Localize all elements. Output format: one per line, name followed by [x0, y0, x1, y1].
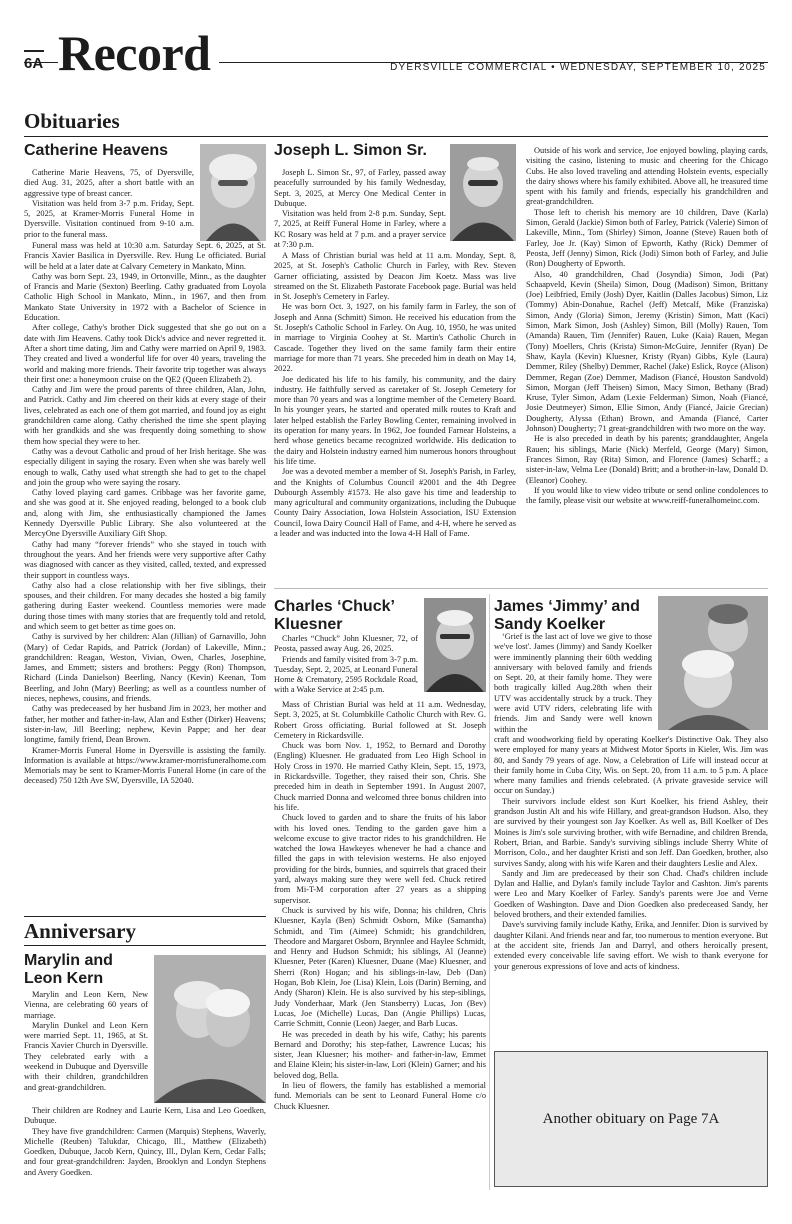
obit-koelker-text — [494, 735, 768, 972]
paragraph: Chuck is survived by his wife, Donna; his children, Chris Kluesner, Kayla (Ben) Schmidt Osborn, Mike (Samantha) Schmidt, and Tim (Aimee) Schmidt; his grandchildren, Theodore and Margaret Osborn, Brynnlee and Haylee Schmidt, and Henry and Hudson Schmidt; his siblings, Al (Jeanne) Kluesner, Peter (Karen) Kluesner, Duane (Mae) Kluesner, and Sherri (Ron) Hogan; and his siblings-in-law, Deb (Dan) Hogan, Bob Klein, Joe (Lisa) Klein, Lois (Darin) Berning, and Andy (Sharon) Klein. He is also survived by his step-siblings, Judy Vonderhaar, Mark (Jen Stansberry) Lucas, Jon (Bev) Lucas, Joe (Michelle) Lucas, Dan (Angie Phillips) Lucas, Carrie Schmitt, Connie (Leon) Jaeger, and Barb Lucas. — [274, 905, 486, 1029]
obit-koelker-text-top — [494, 632, 652, 735]
paragraph: Dave's surviving family include Kathy, Erika, and Jennifer. Dion is survived by daughter Kilani. And friends near and far, too numerous to mention everyone. But at the accident site, friends Jan and Darryl, and others heroically present, extended every conceivable life saving effort. We wish to thank everyone for your generous expressions of love and acts of kindness. — [494, 920, 768, 971]
paragraph: If you would like to view video tribute or send online condolences to the family, please visit our website at www.reiff-funeralhomeinc.com. — [526, 485, 768, 506]
paragraph: He is also preceded in death by his parents; granddaughter, Angela Rauen; his siblings, Marie (Nick) Merfeld, George (Mary) Simon, Frances Simon, Ray (Rita) Simon, and Florence (James) Scharff.; a sister-in-law, Velma Lee (Donald) Britt; and a brother-in-law, Donald D. (Eleanor) Coohey. — [526, 434, 768, 485]
obit-kluesner-name — [274, 598, 395, 634]
anniv-kern-text — [24, 1106, 266, 1178]
obit-koelker-photo — [658, 596, 768, 730]
paragraph: Cathy was a devout Catholic and proud of her Irish heritage. She was especially diligent in saying the rosary. Even when she was barely well enough to walk, Cathy used what strength she had to get to the chapel and join the group who were saying the rosary. — [24, 446, 266, 487]
obit-kluesner-text-top — [274, 634, 418, 696]
paragraph: Cathy loved playing card games. Cribbage was her favorite game, and she was good at it. She enjoyed reading, belonged to a book club and, along with Jim, she enthusiastically championed the James Kennedy Dyersville Public Library. She also volunteered at the MercyOne Dyersville Auxiliary Gift Shop. — [24, 488, 266, 539]
obit-simon-photo — [450, 144, 516, 241]
paragraph: Mass of Christian Burial was held at 11 a.m. Wednesday, Sept. 3, 2025, at St. Columbkille Catholic Church with Rev. G. Robert Gross officiating. Burial followed at St. Joseph Cemetery in Rickardsville. — [274, 700, 486, 740]
paragraph: They have five grandchildren: Carmen (Marquis) Stephens, Waverly, Michelle (Reuben) Talukdar, Chicago, Ill., Matthew (Elizabeth) Goedken, Dubuque, Jacob Kern, Quincy, Ill., Dylan Kern, Cedar Falls; and four great-grandchildren: Jayden, Brooklyn and Londyn Stephens and Avery Goedken. — [24, 1126, 266, 1177]
paragraph: Cathy and Jim were the proud parents of three children, Alan, John, and Patrick. Cathy and Jim cheered on their kids at every stage of their lives, celebrated as each one of them got married, and found joy as eight grandchildren came along. Cathy cherished the time she spent playing with her grandkids and she was frequently doing something to show them how special they were to her. — [24, 385, 266, 446]
paragraph: Marylin and Leon Kern, New Vienna, are celebrating 60 years of marriage. — [24, 990, 148, 1020]
page-number: 6A — [24, 55, 44, 72]
dateline: DYERSVILLE COMMERCIAL • WEDNESDAY, SEPTEMBER 10, 2025 — [390, 62, 766, 73]
paragraph: Visitation was held from 2-8 p.m. Sunday, Sept. 7, 2025, at Reiff Funeral Home in Farley, where a KC Rosary was held at 7 p.m. and a prayer service at 7:30 p.m. — [274, 209, 446, 250]
paragraph: Chuck was born Nov. 1, 1952, to Bernard and Dorothy (Engling) Kluesner. He graduated from Leo High School in Holy Cross in 1970. He married Cathy Klein, Sept. 15, 1973, in Rickardsville. Together, they raised their son, Chris. She preceded him in death in September 1991. In August 2007, Chuck married Donna and welcomed three bonus children into his life. — [274, 741, 486, 812]
anniversary-heading: Anniversary — [24, 919, 136, 943]
paragraph: Cathy was predeceased by her husband Jim in 2023, her mother and father, her mother and father-in-law, Alan and Esther (Dirker) Heavens; sister-in-law, Jill Beerling; nephew, Kevin Pappe; and her dear longtime, family friend, Dean Brown. — [24, 704, 266, 745]
paragraph: Marylin Dunkel and Leon Kern were married Sept. 11, 1965, at St. Francis Xavier Church in Dyersville. They celebrated early with a weekend in Dubuque and Dyersville with their children, grandchildren and great-grandchildren. — [24, 1020, 148, 1092]
obit-kluesner-name-line1: Charles ‘Chuck’ — [274, 598, 395, 615]
paragraph: He was preceded in death by his wife, Cathy; his parents Bernard and Dorothy; his step-father, Lawrence Lucas; his sister, Jean Kluesner; his mother- and father-in-law, Emmet and Elaine Klein; his sister-in-law, Lori (Klein) Garner; and his beloved dog, Bella. — [274, 1029, 486, 1080]
section-masthead: Record — [58, 28, 219, 78]
paragraph: Funeral mass was held at 10:30 a.m. Saturday Sept. 6, 2025, at St. Francis Xavier Basilica in Dyersville. Rev. Hung Le officiated. Burial will be held at a later date at Calvary Cemetery in Mankato, Minn. — [24, 241, 266, 271]
anniversary-rule — [24, 945, 266, 946]
paragraph: Kramer-Morris Funeral Home in Dyersville is assisting the family. Information is available at https://www.kramer-morrisfuneralhome.com Memorials may be sent to Kramer-Morris Funeral Home (in care of the deceased) 750 12th Ave SW, Dyersville, IA 52040. — [24, 745, 266, 786]
obit-koelker-name — [494, 598, 640, 634]
anniv-kern-name — [24, 952, 113, 988]
anniv-kern-name-line2: Leon Kern — [24, 970, 104, 987]
obit-heavens-text — [24, 241, 266, 787]
obit-heavens-text-top — [24, 168, 194, 240]
anniversary-top-rule — [24, 916, 266, 917]
obit-kluesner-name-line2: Kluesner — [274, 616, 343, 633]
obit-simon-text-continued — [526, 146, 768, 506]
obit-simon-name: Joseph L. Simon Sr. — [274, 142, 427, 159]
paragraph: Also, 40 grandchildren, Chad (Josyndia) Simon, Jodi (Pat) Schaapveld, Kevin (Sheila) Simon, Doug (Madison) Simon, Brittany (Joe) Leibfried, Emily (Josh) Dyer, Kaitlin (Dalles Jacobus) Simon, Liz (Tommy) Abin-Donahue, Rachel (Jeff) Metcalf, Mike (Franziska) Simon, Andy (Gloria) Simon, Jeremy (Kristin) Simon, Matt (Kaci) Simon, Mark Simon, Josh (Ashley) Simon, Bill (Molly) Rauen, Tom (Amanda) Rauen, Tim (Jennifer) Rauen, Luke (Kaia) Rauen, Megan (Tony) Moellers, Chris (Krista) Simon-McGuire, Jennifer (Ryan) De Shaw, Kayla (Kevin) Kluesner, Kristy (Ryan) Gibbs, Kyle (Laura) Demmer, Riley (Shelby) Demmer, Rachel (Jake) Eslick, Royce (Alison) Demmer, Regan (Zoe) Demmer, Madison (Fiancé, Houston Sandvold) Simon, Morgan (Jeff Theisen) Simon, Macy Simon, Bethany (Brad) Kruse, Tyler Simon, Adam (Lexie Felderman) Simon, Noah (Fiancé, Josie Deutmeyer) Simon, Ellie Simon, Andy (Fiancé, Jaicie Grecian) Dougherty, Alyssa (Ethan) Brown, and Amanda (Fiancé, Carter Johnson) Dougherty; 71 great-grandchildren with two more on the way. — [526, 269, 768, 434]
paragraph: Friends and family visited from 3-7 p.m. Tuesday, Sept. 2, 2025, at Leonard Funeral Home & Crematory, 2595 Rockdale Road, with a Wake Service at 2:45 p.m. — [274, 654, 418, 695]
paragraph: A Mass of Christian burial was held at 11 a.m. Monday, Sept. 8, 2025, at St. Joseph's Catholic Church in Farley, with Rev. Steven Garner officiating, assisted by Deacon Jim Koetz. Mass was live streamed on the St. Elizabeth Pastorate Facebook page. Burial was held in St. Joseph's Cemetery in Farley. — [274, 251, 516, 302]
obituaries-heading: Obituaries — [24, 109, 120, 133]
another-obituary-box: Another obituary on Page 7A — [494, 1051, 768, 1187]
paragraph: Cathy had many “forever friends” who she stayed in touch with throughout the years. And her friends were very supportive after Cathy was diagnosed with cancer as they visited, called, texted, and expressed their support in countless ways. — [24, 539, 266, 580]
obituaries-rule — [24, 136, 768, 137]
paragraph: Catherine Marie Heavens, 75, of Dyersville, died Aug. 31, 2025, after a short battle with an aggressive type of breast cancer. — [24, 168, 194, 198]
paragraph: Outside of his work and service, Joe enjoyed bowling, playing cards, visiting the casino, listening to music and cheering for the Chicago Cubs. He also loved traveling and attending Holstein events, especially the dairy shows where his family exhibited. Above all, he treasured time spent with his family and friends, especially his grandchildren and great-grandchildren. — [526, 146, 768, 207]
obit-koelker-name-line1: James ‘Jimmy’ and — [494, 598, 640, 615]
paragraph: Chuck loved to garden and to share the fruits of his labor with his loved ones. Tending to the garden gave him a welcome excuse to give tractor rides to his grandchildren. He watched the Iowa Hawkeyes whenever he had a chance and filled the gaps in with television westerns. He also enjoyed providing for the birds, bunnies, and squirrels that graced their yard, always making sure they were well fed. Chuck retired from Mi-T-M corporation after 27 years as a shipping supervisor. — [274, 813, 486, 905]
paragraph: ‘Grief is the last act of love we give to those we've lost'. James (Jimmy) and Sandy Koelker were imminently planning their 60th wedding anniversary with beloved family and friends on Sept. 20, at their family home. They were both tragically killed Aug.28th when their UTV was accidentally struck by a truck. They were avid UTV riders, celebrating life with friends. Jim and Sandy were well known within the — [494, 632, 652, 734]
obit-koelker-name-line2: Sandy Koelker — [494, 616, 606, 633]
paragraph: Sandy and Jim are predeceased by their son Chad. Chad's children include Dylan and Hallie, and Dylan's family include Taylor and Cashton. Jim's parents were Leo and Mary Koelker of Farley. Sandy's parents were Joe and Verne Goedken of Washington. Dave and Dion Goedken also predeceased Sandy, her beloved brothers, and their extended families. — [494, 868, 768, 920]
paragraph: Those left to cherish his memory are 10 children, Dave (Karla) Simon, Gerald (Jackie) Simon both of Farley, Patrick (Valerie) Simon of Lakeville, Minn., Tom (Shirley) Simon, Joanne (Steve) Rauen both of Farley, Joe Jr. (Kay) Simon of Epworth, Kathy (Rick) Demmer of Peosta, Jeff (Jenny) Simon, Rick (Jodi) Simon both of Farley, and Julie (Ron) Dougherty of Epworth. — [526, 207, 768, 269]
paragraph: Charles “Chuck” John Kluesner, 72, of Peosta, passed away Aug. 26, 2025. — [274, 634, 418, 654]
paragraph: Visitation was held from 3-7 p.m. Friday, Sept. 5, 2025, at Kramer-Morris Funeral Home in Dyersville. Visitation continued from 9-10 a.m. prior to the funeral mass. — [24, 198, 194, 239]
paragraph: Their children are Rodney and Laurie Kern, Lisa and Leo Goedken, Dubuque. — [24, 1106, 266, 1126]
paragraph: Cathy also had a close relationship with her five siblings, their spouses, and their children. For many decades she hosted a big family gathering during Easter weekend. Countless memories were made during those times with many stories that are frequently told and retold, and which seem to get better as time goes on. — [24, 580, 266, 631]
paragraph: Joseph L. Simon Sr., 97, of Farley, passed away peacefully surrounded by his family Wednesday, Sept. 3, 2025, at Mercy One Medical Center in Dubuque. — [274, 168, 446, 208]
paragraph: In lieu of flowers, the family has established a memorial fund. Memorials can be sent to Leonard Funeral Home c/o Chuck Kluesner. — [274, 1080, 486, 1111]
page-number-bar — [24, 50, 44, 52]
paragraph: craft and woodworking field by operating Koelker's Distinctive Oak. They also were employed for many years at Midwest Motor Sports in Kieler, Wis. Jim was 80, and Sandy 79 years of age. Now, a Celebration of Life will instead occur at their family home in Cuba City, Wis. on Sept. 20, from 11 a.m. to 5 p.m. A place where many families and friends celebrated. (A private graveside service will occur on Sunday.) — [494, 735, 768, 796]
obit-simon-text-top — [274, 168, 446, 250]
paragraph: Joe dedicated his life to his family, his community, and the dairy industry. He faithfully served as caretaker of St. Joseph Cemetery for more than 70 years and was a longtime member of the Cemetery Board. In his younger years, he started and operated milk routes to Kraft and later helped establish the Farley Bowling Center, remaining involved in its operation for many years. In 1962, Joe founded Farnear Holsteins, a herd whose genetics became recognized worldwide. His dedication to the dairy and Holstein industry earned him numerous honors throughout his life time. — [274, 374, 516, 466]
anniv-kern-name-line1: Marylin and — [24, 952, 113, 969]
paragraph: Cathy is survived by her children: Alan (Jillian) of Garnavillo, John (Mary) of Cedar Rapids, and Patrick (Jordan) of Lakeville, Minn.; grandchildren: Reagan, Weston, Vivian, Owen, Charles, Josephine, James, and Emmett; sisters and brothers: Peggy (Ron) Thompson, Richard (Linda Danielson) Beerling, Nancy (Kevin) Keenan, Tom Beerling, and John (Mary) Beerling; as well as a countless number of nieces, nephews, cousins, and friends. — [24, 632, 266, 704]
paragraph: Cathy was born Sept. 23, 1949, in Ortonville, Minn., as the daughter of Francis and Marie (Sexton) Beerling. Cathy graduated from Loyola Catholic High School in Mankato, Minn., in 1967, and then from Mankato State University in 1972 with a Bachelor of Science in Education. — [24, 271, 266, 323]
obit-heavens-name: Catherine Heavens — [24, 142, 169, 159]
divider — [274, 588, 768, 589]
obit-heavens-photo — [200, 144, 266, 241]
obit-kluesner-text — [274, 700, 486, 1112]
paragraph: Their survivors include eldest son Kurt Koelker, his friend Ashley, their grandson Justin Alt and his wife Hillary, and great-grandson Hudson. Also, they are survived by their youngest son Jay Koelker. As well as, Bill Koelker of Des Moines is Jim's sole surviving brother, with wife Bernadine, and children Brenda, Robert, Brian, and Barbie. Sandy's surviving siblings include Sherry White of Morrison, Colo., and her daughter Kristi and son Jeff. Dan Goedken, brother, also survives Sandy, along with his wife Karen and their daughters Leslie and Alex. — [494, 796, 768, 868]
column-divider — [489, 594, 490, 1190]
anniv-kern-text-top — [24, 990, 148, 1093]
paragraph: After college, Cathy's brother Dick suggested that she go out on a date with Jim Heavens. Cathy took Dick's advice and never regretted it. After a short time dating, Jim and Cathy were married on April 9, 1983. They created and lived a wonderful life for over 40 years, traveling the world and making more friends. Their favorite trip together was always their first one: a honeymoon cruise on the QE2 (Queen Elizabeth 2). — [24, 323, 266, 384]
paragraph: He was born Oct. 3, 1927, on his family farm in Farley, the son of Joseph and Anna (Schmitt) Simon. He received his education from the St. Joseph's Catholic School in Farley. On Aug. 10, 1950, he was united in marriage to Virginia Coohey at St. Martin's Catholic Church in Cascade. Together they lived on the same family farm their entire marriage for more than 71 years. She preceded him in death on May 14, 2022. — [274, 302, 516, 374]
anniv-kern-photo — [154, 955, 266, 1103]
obit-kluesner-photo — [424, 598, 486, 692]
paragraph: Joe was a devoted member a member of St. Joseph's Parish, in Farley, and the Knights of Columbus Council #2001 and the 4th Degree Dubourgh Assembly #1573. He also gave his time and leadership to many agricultural and community organizations, including the Dubuque County Dairy Association, Iowa Holstein Association, ISU Extension Council, Iowa Dairy Council Hall of Fame, and 4-H, where he served as a leader and was inducted into the Iowa 4-H Hall of Fame. — [274, 467, 516, 539]
obit-simon-text — [274, 251, 516, 539]
